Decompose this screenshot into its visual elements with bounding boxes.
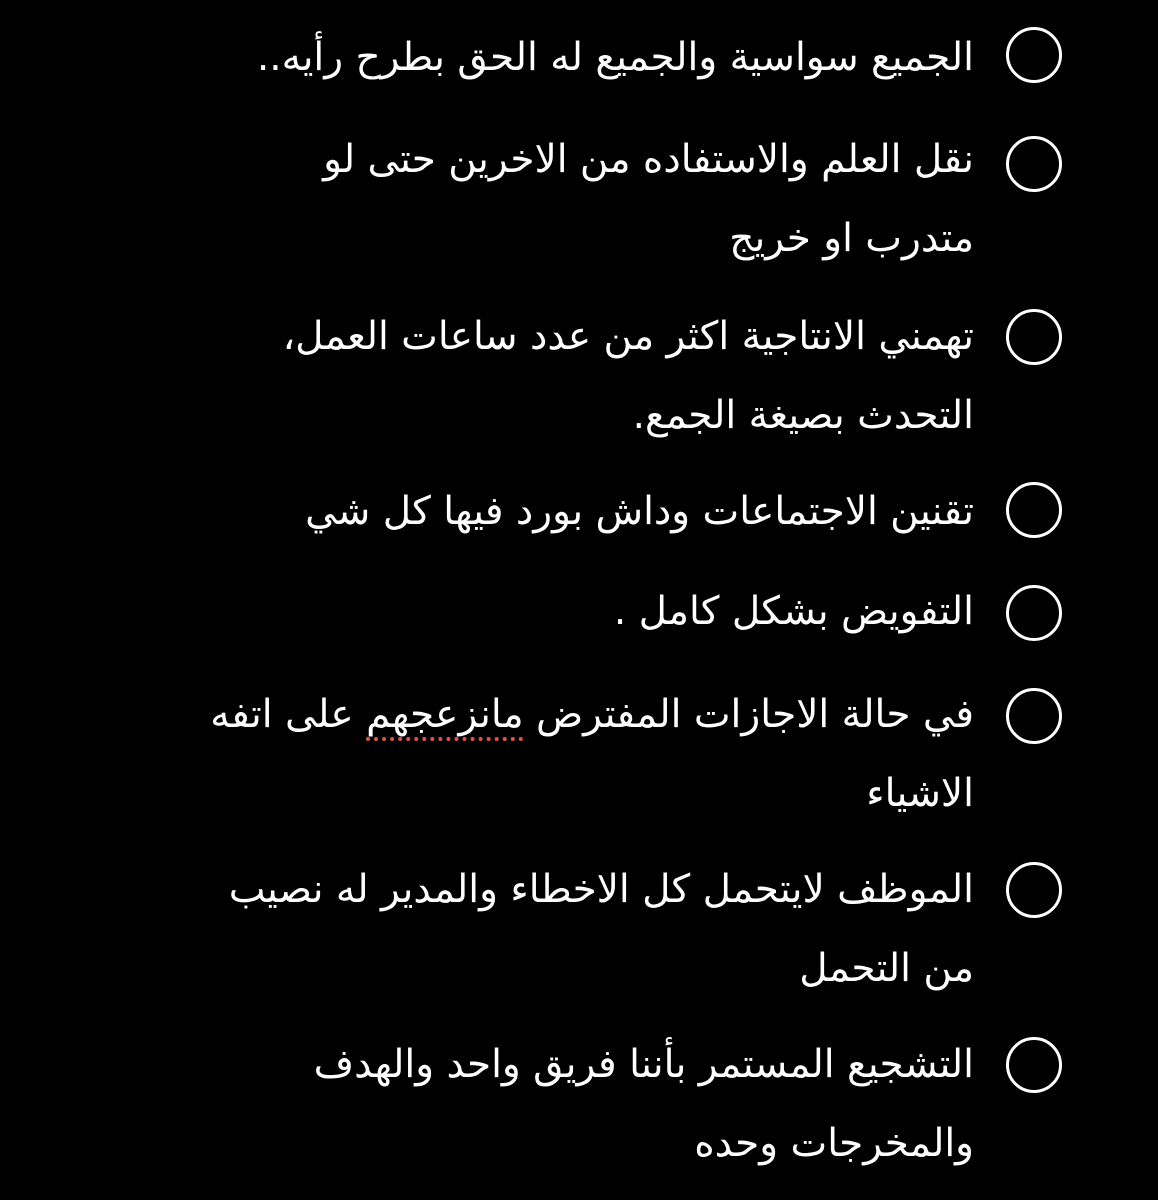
checkbox-circle-icon[interactable] [1006, 1037, 1062, 1093]
checklist-item-text [74, 850, 974, 1008]
item-line-1-part-1: في حالة الاجازات المفترض [523, 692, 974, 737]
item-line-1: الجميع سواسية والجميع له الحق بطرح رأيه.. [256, 35, 974, 80]
item-line-1: تقنين الاجتماعات وداش بورد فيها كل شي [305, 489, 974, 534]
item-line-1: التفويض بشكل كامل . [613, 589, 974, 634]
item-line-2: الاشياء [866, 771, 974, 816]
item-line-1: نقل العلم والاستفاده من الاخرين حتى لو [323, 137, 974, 182]
checklist-item-text [74, 1025, 974, 1183]
checklist-item-text [74, 472, 974, 551]
checkbox-circle-icon[interactable] [1006, 688, 1062, 744]
checklist-item-text [74, 675, 974, 833]
checkbox-circle-icon[interactable] [1006, 136, 1062, 192]
checkbox-circle-icon[interactable] [1006, 27, 1062, 83]
checklist-item-text [74, 120, 974, 278]
checkbox-circle-icon[interactable] [1006, 862, 1062, 918]
checklist-item-text [74, 18, 974, 97]
checkbox-circle-icon[interactable] [1006, 585, 1062, 641]
item-line-1: تهمني الانتاجية اكثر من عدد ساعات العمل، [282, 314, 974, 359]
checklist-item-text [74, 297, 974, 455]
item-line-2: والمخرجات وحده [694, 1121, 974, 1166]
item-line-1: الموظف لايتحمل كل الاخطاء والمدير له نصيب [228, 867, 974, 912]
item-line-1-part-2: على اتفه [210, 692, 367, 737]
checkbox-circle-icon[interactable] [1006, 482, 1062, 538]
checkbox-circle-icon[interactable] [1006, 309, 1062, 365]
checklist-item-text [74, 572, 974, 651]
item-line-2: التحدث بصيغة الجمع. [632, 393, 974, 438]
item-line-2: متدرب او خريج [729, 216, 974, 261]
misspelled-word[interactable]: مانزعجهم [366, 692, 524, 737]
item-line-1: التشجيع المستمر بأننا فريق واحد والهدف [313, 1042, 974, 1087]
item-line-2: من التحمل [799, 946, 974, 991]
